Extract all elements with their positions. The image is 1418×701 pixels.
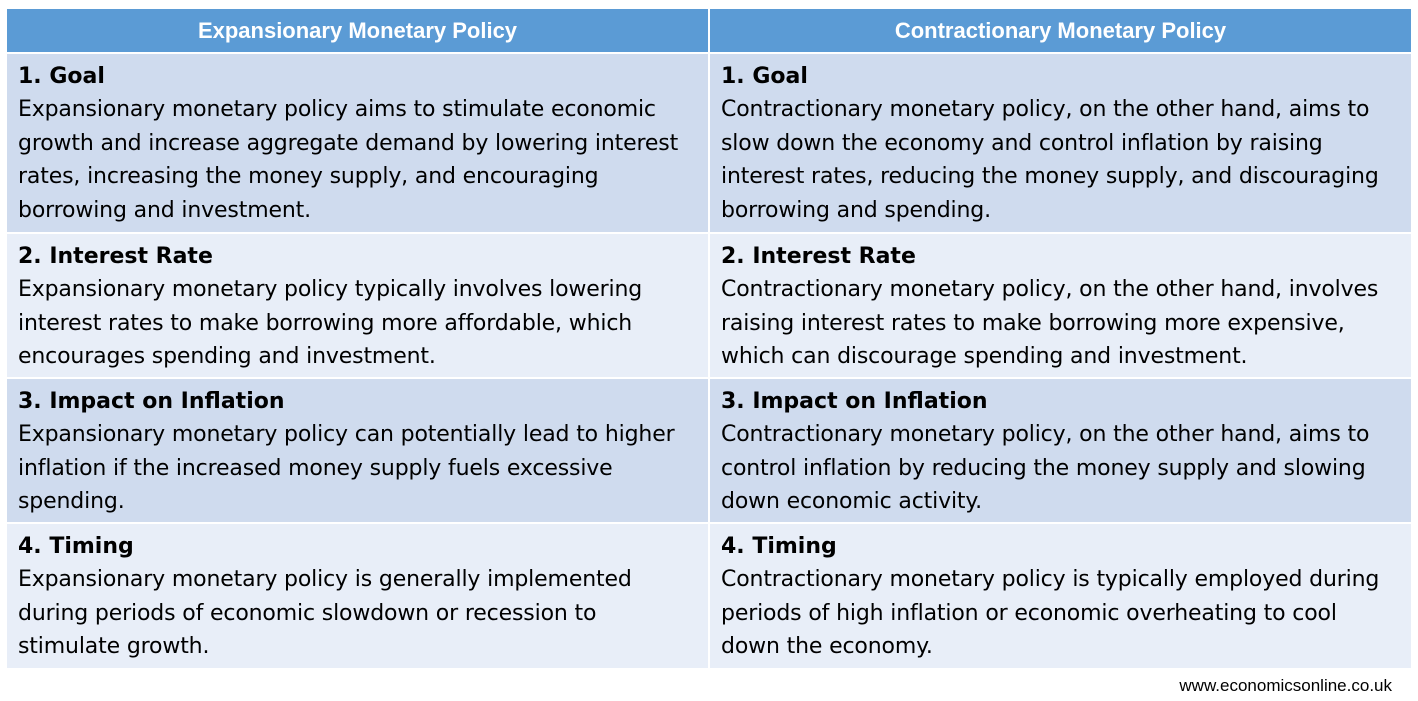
- cell-goal-expansionary: [7, 54, 708, 232]
- cell-title: 1. Goal: [721, 64, 808, 89]
- cell-text: Expansionary monetary policy aims to stimulate economic growth and increase aggregate demand by lowering interest rates, increasing the money supply, and encouraging borrowing and investment.: [18, 97, 679, 223]
- cell-title: 3. Impact on Inflation: [721, 389, 988, 414]
- cell-timing-contractionary: [710, 524, 1411, 668]
- cell-title: 4. Timing: [721, 534, 837, 559]
- cell-title: 1. Goal: [18, 64, 105, 89]
- cell-goal-contractionary: [710, 54, 1411, 232]
- cell-interest-rate-contractionary: [710, 234, 1411, 377]
- cell-text: Expansionary monetary policy can potentially lead to higher inflation if the increased money supply fuels excessive spending.: [18, 422, 675, 515]
- cell-title: 2. Interest Rate: [721, 244, 916, 269]
- cell-text: Contractionary monetary policy, on the other hand, aims to control inflation by reducing the money supply and slowing down economic activity.: [721, 422, 1370, 515]
- cell-inflation-contractionary: [710, 379, 1411, 522]
- cell-text: Expansionary monetary policy typically involves lowering interest rates to make borrowing more affordable, which encourages spending and investment.: [18, 277, 643, 370]
- source-url: www.economicsonline.co.uk: [1179, 676, 1392, 695]
- cell-text: Expansionary monetary policy is generally implemented during periods of economic slowdown or recession to stimulate growth.: [18, 567, 632, 660]
- cell-text: Contractionary monetary policy is typically employed during periods of high inflation or economic overheating to cool down the economy.: [721, 567, 1380, 660]
- cell-title: 3. Impact on Inflation: [18, 389, 285, 414]
- header-contractionary: Contractionary Monetary Policy: [710, 9, 1411, 52]
- cell-text: Contractionary monetary policy, on the other hand, aims to slow down the economy and control inflation by raising interest rates, reducing the money supply, and discouraging borrowing and spending.: [721, 97, 1379, 223]
- cell-inflation-expansionary: [7, 379, 708, 522]
- cell-title: 2. Interest Rate: [18, 244, 213, 269]
- cell-timing-expansionary: [7, 524, 708, 668]
- cell-title: 4. Timing: [18, 534, 134, 559]
- cell-text: Contractionary monetary policy, on the other hand, involves raising interest rates to make borrowing more expensive, which can discourage spending and investment.: [721, 277, 1379, 370]
- comparison-table: [7, 9, 1410, 668]
- header-expansionary: Expansionary Monetary Policy: [7, 9, 708, 52]
- cell-interest-rate-expansionary: [7, 234, 708, 377]
